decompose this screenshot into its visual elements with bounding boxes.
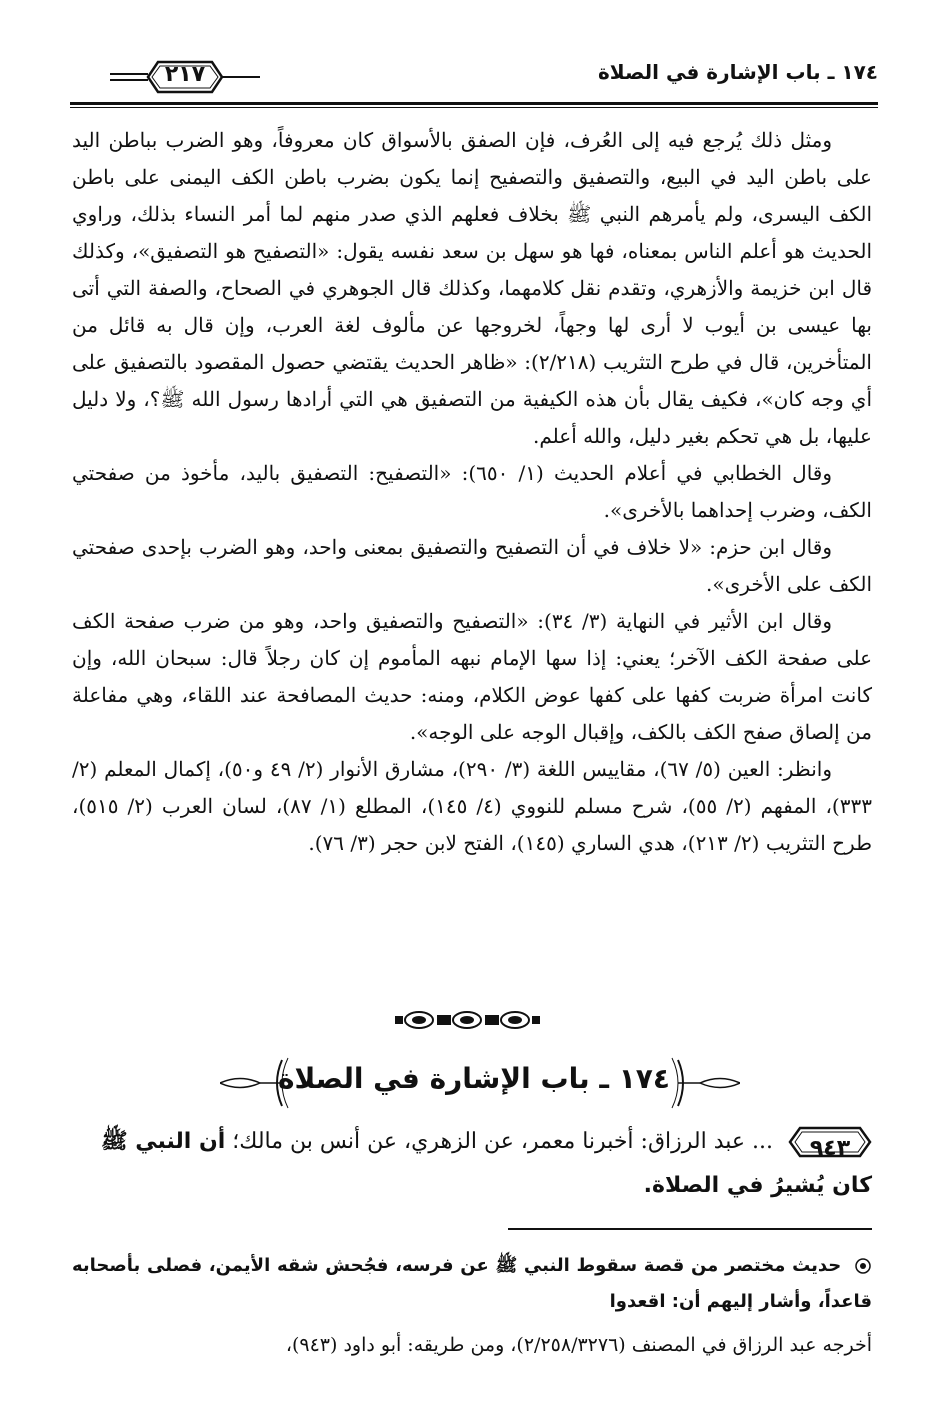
takhrij-note xyxy=(72,1248,872,1364)
footnote-rule xyxy=(508,1228,872,1230)
takhrij-title xyxy=(72,1248,872,1320)
paragraph: ومثل ذلك يُرجع فيه إلى العُرف، فإن الصفق بالأسواق كان معروفاً، وهو الضرب بباطن اليد على باطن اليد في البيع، والتصفيق والتصفيح إنما يكون بضرب باطن الكف اليمنى على باطن الكف اليسرى، ولم يأمرهم النبي ﷺ بخلاف فعلهم الذي صدر منهم لما أمر النساء بذلك، وراوي الحديث هو أعلم الناس بمعناه، فها هو سهل بن سعد نفسه يقول: «التصفيح هو التصفيق»، وكذلك قال ابن خزيمة والأزهري، وتقدم نقل كلامهما، وكذلك قال الجوهري في الصحاح، والصفة التي أتى بها عيسى بن أيوب لا أرى لها وجهاً، لخروجها عن مألوف لغة العرب، وإن قال به قائل من المتأخرين، قال في طرح التثريب (٢/٢١٨): «ظاهر الحديث يقتضي حصول المقصود بالتصفيق على أي وجه كان»، فكيف يقال بأن هذه الكيفية من التصفيق هي التي أرادها رسول الله ﷺ؟، ولا دليل عليها، بل هي تحكم بغير دليل، والله أعلم. xyxy=(72,128,873,448)
paragraph: وقال ابن حزم: «لا خلاف في أن التصفيح والتصفيق بمعنى واحد، وهو الضرب بإحدى صفحتي الكف على الأخرى». xyxy=(72,535,872,596)
page-header xyxy=(70,58,878,102)
commentary-text xyxy=(72,122,872,862)
flower-bullet-icon xyxy=(854,1257,872,1275)
hadith-narration: ... عبد الرزاق: أخبرنا معمر، عن الزهري، عن أنس بن مالك؛ xyxy=(232,1129,773,1154)
page-number-frame xyxy=(110,58,260,96)
hadith-block xyxy=(72,1120,872,1208)
takhrij-title-text: حديث مختصر من قصة سقوط النبي ﷺ عن فرسه، فجُحش شقه الأيمن، فصلى بأصحابه قاعداً، وأشار إليهم أن: اقعدوا xyxy=(72,1255,872,1312)
hadith-number: ٩٤٣ xyxy=(809,1136,851,1161)
page-number: ٢١٧ xyxy=(164,62,206,87)
paragraph: وقال ابن الأثير في النهاية (٣/ ٣٤): «التصفيح والتصفيق واحد، وهو من ضرب صفحة الكف على صفحة الكف الآخر؛ يعني: إذا سها الإمام نبهه المأموم إن كان رجلاً قال: سبحان الله، وإن كانت امرأة ضربت كفها على كفها عوض الكلام، ومنه: حديث المصافحة عند اللقاء، وهي مفاعلة من إلصاق صفح الكف بالكف، وإقبال الوجه على الوجه». xyxy=(72,609,872,744)
section-divider-ornament xyxy=(395,1010,540,1030)
hadith-text: أن النبي ﷺ كان يُشيرُ في الصلاة. xyxy=(101,1129,872,1198)
header-rule xyxy=(70,102,878,105)
header-rule-thin xyxy=(70,107,878,108)
hadith-number-frame xyxy=(788,1125,872,1159)
running-title: ١٧٤ ـ باب الإشارة في الصلاة xyxy=(597,60,878,84)
section-heading xyxy=(220,1052,740,1114)
paragraph: وانظر: العين (٥/ ٦٧)، مقاييس اللغة (٣/ ٢٩٠)، مشارق الأنوار (٢/ ٤٩ و٥٠)، إكمال المعلم (٢/ ٣٣٣)، المفهم (٢/ ٥٥)، شرح مسلم للنووي (٤/ ١٤٥)، المطلع (١/ ٨٧)، لسان العرب (٢/ ٥١٥)، طرح التثريب (٢/ ٢١٣)، هدي الساري (١٤٥)، الفتح لابن حجر (٣/ ٧٦). xyxy=(72,757,872,855)
takhrij-body: أخرجه عبد الرزاق في المصنف (٢/٢٥٨/٣٢٧٦)، ومن طريقه: أبو داود (٩٤٣)، xyxy=(285,1334,872,1356)
section-title: ١٧٤ ـ باب الإشارة في الصلاة xyxy=(277,1062,670,1095)
paragraph: وقال الخطابي في أعلام الحديث (١/ ٦٥٠): «التصفيح: التصفيق باليد، مأخوذ من صفحتي الكف، وضرب إحداهما بالأخرى». xyxy=(72,461,872,522)
